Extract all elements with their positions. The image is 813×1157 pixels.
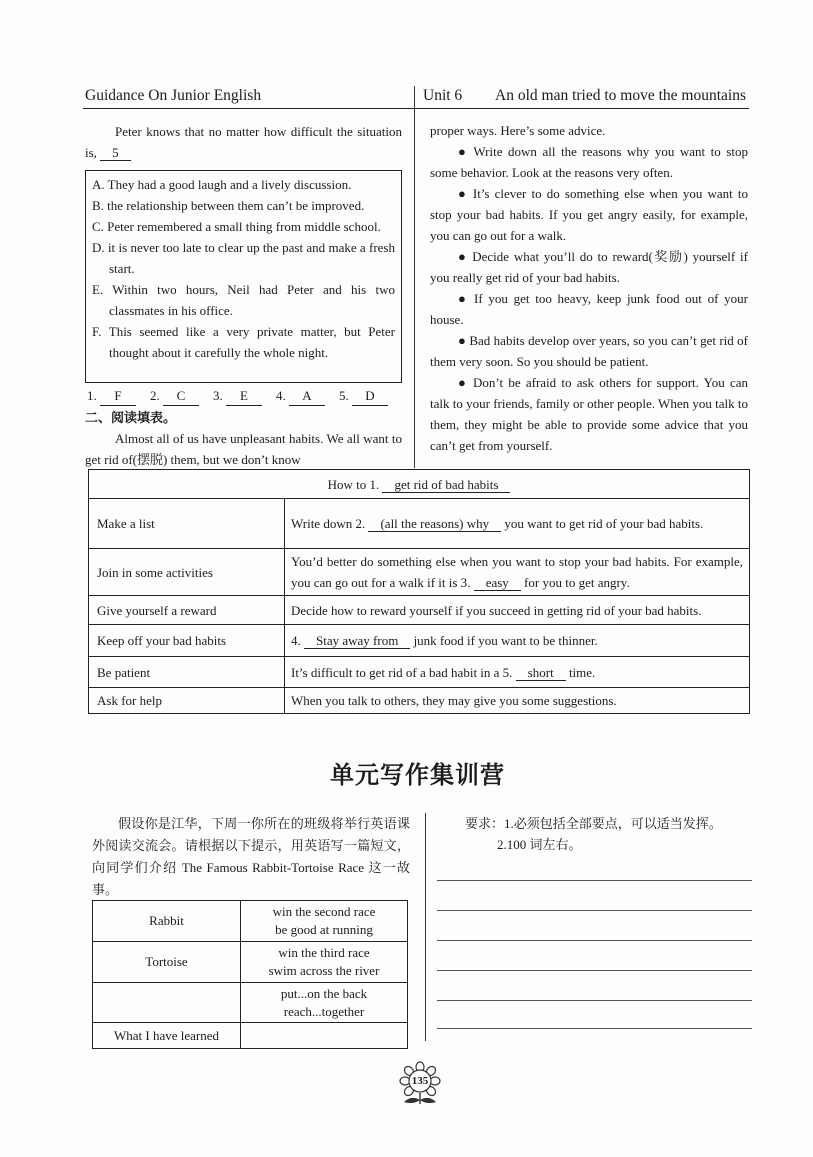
answer-number: 2.	[150, 388, 160, 403]
unit-number: Unit 6	[423, 87, 463, 104]
hint-row	[93, 1023, 408, 1049]
row-blank: easy	[474, 575, 521, 591]
table-row	[89, 549, 750, 596]
answer-item	[87, 387, 150, 406]
writing-section-title: 单元写作集训营	[330, 761, 505, 789]
table-row	[89, 688, 750, 714]
hint-point: put...on the back	[280, 985, 368, 1001]
advice-tip: ● If you get too heavy, keep junk food out of your house.	[430, 291, 748, 327]
hint-point: swim across the river	[268, 963, 380, 978]
row-label: Make a list	[89, 499, 285, 549]
writing-divider	[425, 813, 426, 1041]
row-text: It’s difficult to get rid of a bad habit in a 5.	[291, 664, 513, 680]
writing-line	[437, 1000, 752, 1001]
answer-item	[339, 387, 402, 406]
answer-number: 4.	[276, 388, 286, 403]
hint-point: win the third race	[278, 945, 370, 960]
option-a: A. They had a good laugh and a lively discussion.	[92, 177, 352, 192]
table-title-text: How to 1.	[327, 476, 380, 492]
header-rule	[83, 108, 749, 109]
hint-row	[93, 983, 408, 1023]
answer-value: A	[289, 387, 325, 406]
advice-tip: ● Write down all the reasons why you want to stop some behavior. Look at the reasons very often.	[430, 144, 748, 180]
page-number: 135	[411, 1075, 429, 1087]
row-label: Give yourself a reward	[89, 596, 285, 625]
option-b: B. the relationship between them can’t be improved.	[92, 198, 365, 213]
passage-intro	[85, 121, 402, 163]
answer-number: 1.	[87, 388, 97, 403]
row-text: You’d better do something else when you want to stop your bad habits. For example, you can go out for a walk if it is 3.	[291, 554, 743, 590]
table-row	[89, 625, 750, 657]
hint-points	[241, 942, 408, 983]
row-content	[285, 625, 750, 657]
answer-value: E	[226, 387, 262, 406]
answer-number: 5.	[339, 388, 349, 403]
answer-item	[213, 387, 276, 406]
answer-value: F	[100, 387, 136, 406]
advice-tip: ● Bad habits develop over years, so you can’t get rid of them very soon. So you should be patient.	[430, 333, 748, 369]
hint-point: be good at running	[275, 922, 373, 937]
hint-point: reach...together	[283, 1003, 365, 1019]
hint-point: win the second race	[272, 904, 376, 919]
row-blank: Stay away from	[304, 633, 410, 649]
row-content	[285, 657, 750, 688]
row-blank: (all the reasons) why	[368, 516, 501, 532]
section-heading: 二、阅读填表。	[85, 410, 177, 425]
requirement-1: 要求：1.必须包括全部要点，可以适当发挥。	[465, 816, 722, 831]
hint-table	[92, 900, 408, 1049]
answer-row	[87, 387, 402, 406]
table-title-row	[89, 470, 750, 499]
writing-prompt: 假设你是江华，下周一你所在的班级将举行英语课外阅读交流会。请根据以下提示，用英语写一篇短文，向同学们介绍 The Famous Rabbit-Tortoise Race 这一故事。	[92, 816, 410, 897]
column-divider	[414, 86, 415, 468]
row-label: Be patient	[89, 657, 285, 688]
hint-label	[93, 983, 241, 1023]
hint-label: Rabbit	[93, 901, 241, 942]
book-title: Guidance On Junior English	[85, 87, 262, 104]
advice-tip: ● It’s clever to do something else when you want to stop your bad habits. If you get angry easily, for example, you can go out for a walk.	[430, 186, 748, 243]
answer-item	[276, 387, 339, 406]
row-label: Ask for help	[89, 688, 285, 714]
hint-label: What I have learned	[93, 1023, 241, 1049]
option-c: C. Peter remembered a small thing from middle school.	[92, 219, 381, 234]
table-row	[89, 499, 750, 549]
habits-table	[88, 469, 750, 714]
table-title-cell	[89, 470, 750, 499]
writing-line	[437, 970, 752, 971]
answer-value: C	[163, 387, 199, 406]
row-text: 4.	[291, 633, 301, 648]
row-label: Keep off your bad habits	[89, 625, 285, 657]
answer-number: 3.	[213, 388, 223, 403]
writing-line	[437, 1028, 752, 1029]
answer-item	[150, 387, 213, 406]
requirement-2: 2.100 词左右。	[497, 837, 582, 852]
passage-continued: proper ways. Here’s some advice.	[430, 123, 606, 138]
writing-line	[437, 940, 752, 941]
answer-value: D	[352, 387, 388, 406]
row-text: you want to get rid of your bad habits.	[504, 516, 704, 531]
table-row	[89, 596, 750, 625]
row-blank: short	[516, 665, 566, 681]
hint-row	[93, 901, 408, 942]
option-d: D. it is never too late to clear up the past and make a fresh start.	[92, 240, 395, 276]
passage-intro-text: Peter knows that no matter how difficult the situation is,	[85, 124, 402, 160]
advice-column	[430, 120, 748, 456]
row-label: Join in some activities	[89, 549, 285, 596]
row-content: Decide how to reward yourself if you succeed in getting rid of your bad habits.	[285, 596, 750, 625]
option-e: E. Within two hours, Neil had Peter and his two classmates in his office.	[92, 282, 395, 318]
options-box	[85, 170, 402, 383]
row-text: junk food if you want to be thinner.	[413, 633, 598, 648]
hint-row	[93, 942, 408, 983]
writing-line	[437, 880, 752, 881]
unit-title: An old man tried to move the mountains	[495, 87, 746, 104]
row-text: time.	[568, 664, 596, 680]
advice-tip: ● Decide what you’ll do to reward(奖励) yourself if you really get rid of your bad habits.	[430, 249, 748, 285]
advice-tip: ● Don’t be afraid to ask others for support. You can talk to your friends, family or other people. When you talk to them, they might be able to provide some advice that you can’t get from yourself.	[430, 375, 748, 453]
option-f: F. This seemed like a very private matter, but Peter thought about it carefully the whole night.	[92, 324, 395, 360]
row-content	[285, 499, 750, 549]
row-text: for you to get angry.	[524, 575, 630, 590]
hint-points	[241, 901, 408, 942]
row-text: Write down 2.	[291, 516, 366, 531]
writing-line	[437, 910, 752, 911]
passage-start: Almost all of us have unpleasant habits. We all want to get rid of(摆脱) them, but we don’t know	[85, 431, 402, 467]
passage-intro-blank: 5	[100, 145, 131, 161]
row-content: When you talk to others, they may give you some suggestions.	[285, 688, 750, 714]
table-row	[89, 657, 750, 688]
hint-points	[241, 1023, 408, 1049]
table-title-blank: get rid of bad habits	[382, 477, 510, 493]
row-content	[285, 549, 750, 596]
hint-label: Tortoise	[93, 942, 241, 983]
hint-points	[241, 983, 408, 1023]
